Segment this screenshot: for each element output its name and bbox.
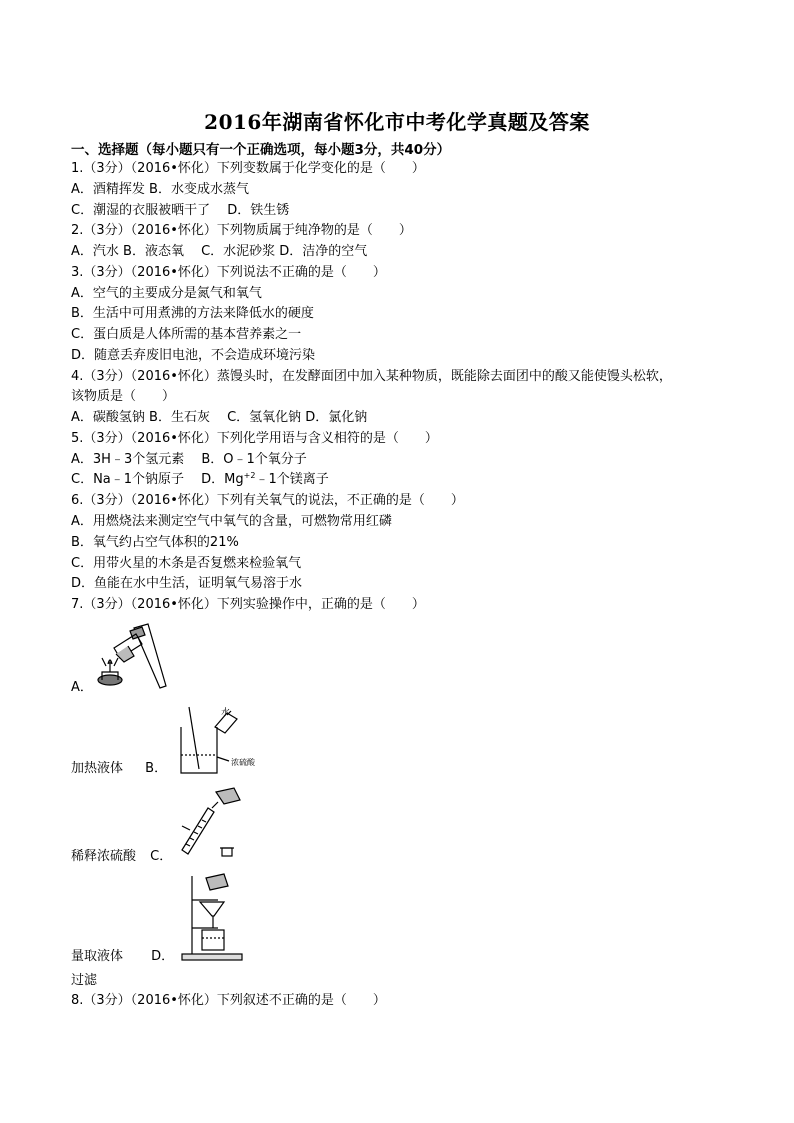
question-8: 8.（3分）（2016•怀化）下列叙述不正确的是（ ） (71, 993, 386, 1008)
option-c-caption (71, 948, 174, 966)
question-2: 2.（3分）（2016•怀化）下列物质属于纯净物的是（ ） (71, 223, 412, 238)
caption-diluting-acid: 稀释浓硫酸 (71, 849, 137, 864)
figure-heating-liquid (90, 622, 170, 694)
option-c-label: C． (150, 849, 173, 864)
option-d-caption: 过滤 (71, 973, 98, 988)
question-4-continued: 该物质是（ ） (71, 389, 176, 404)
question-6-option-a: A．用燃烧法来测定空气中氧气的含量，可燃物常用红磷 (71, 514, 392, 529)
question-5: 5.（3分）（2016•怀化）下列化学用语与含义相符的是（ ） (71, 431, 438, 446)
question-6-option-b: B．氧气约占空气体积的21% (71, 535, 239, 550)
question-6-option-c: C．用带火星的木条是否复燃来检验氧气 (71, 556, 302, 571)
question-3-option-b: B．生活中可用煮沸的方法来降低水的硬度 (71, 306, 314, 321)
charge-superscript: +2 (243, 471, 256, 480)
option-b-label: B． (145, 761, 168, 776)
water-label: 水 (221, 708, 231, 718)
question-6-option-d: D．鱼能在水中生活，证明氧气易溶于水 (71, 576, 303, 591)
option-a-caption (71, 760, 167, 778)
question-4: 4.（3分）（2016•怀化）蒸馒头时，在发酵面团中加入某种物质，既能除去面团中的酸又能使馒头松软， (71, 369, 672, 384)
figure-filtration (178, 872, 248, 964)
figure-diluting-acid (175, 705, 270, 777)
question-4-options: A．碳酸氢钠 B．生石灰 C．氢氧化钠 D．氯化钠 (71, 410, 368, 425)
page-title: 2016年湖南省怀化市中考化学真题及答案 (204, 110, 590, 134)
section-heading: 一、选择题（每小题只有一个正确选项，每小题3分，共40分） (71, 142, 451, 158)
caption-heating-liquid: 加热液体 (71, 761, 124, 776)
question-7: 7.（3分）（2016•怀化）下列实验操作中，正确的是（ ） (71, 597, 425, 612)
question-5-options-cd (71, 471, 329, 489)
question-2-options: A．汽水 B．液态氧 C．水泥砂浆 D．洁净的空气 (71, 244, 368, 259)
question-1-options-cd: C．潮湿的衣服被晒干了 D．铁生锈 (71, 203, 290, 218)
question-3-option-d: D．随意丢弃废旧电池，不会造成环境污染 (71, 348, 316, 363)
question-5-options-ab: A．3H﹣3个氢元素 B．O﹣1个氧分子 (71, 452, 307, 467)
question-5-option-d-text: ﹣1个镁离子 (255, 472, 329, 487)
option-a-label: A． (71, 680, 93, 695)
question-6: 6.（3分）（2016•怀化）下列有关氧气的说法，不正确的是（ ） (71, 493, 464, 508)
question-3-option-a: A．空气的主要成分是氮气和氧气 (71, 286, 262, 301)
question-3-option-c: C．蛋白质是人体所需的基本营养素之一 (71, 327, 302, 342)
caption-measuring-liquid: 量取液体 (71, 949, 124, 964)
acid-label: 浓硫酸 (231, 758, 255, 767)
question-1: 1.（3分）（2016•怀化）下列变数属于化学变化的是（ ） (71, 161, 425, 176)
option-d-label: D． (151, 949, 175, 964)
figure-measuring-liquid (172, 786, 252, 858)
question-3: 3.（3分）（2016•怀化）下列说法不正确的是（ ） (71, 265, 386, 280)
question-5-option-c: C．Na﹣1个钠原子 D．Mg (71, 472, 244, 487)
question-1-options-ab: A．酒精挥发 B．水变成水蒸气 (71, 182, 249, 197)
option-b-caption (71, 848, 172, 866)
